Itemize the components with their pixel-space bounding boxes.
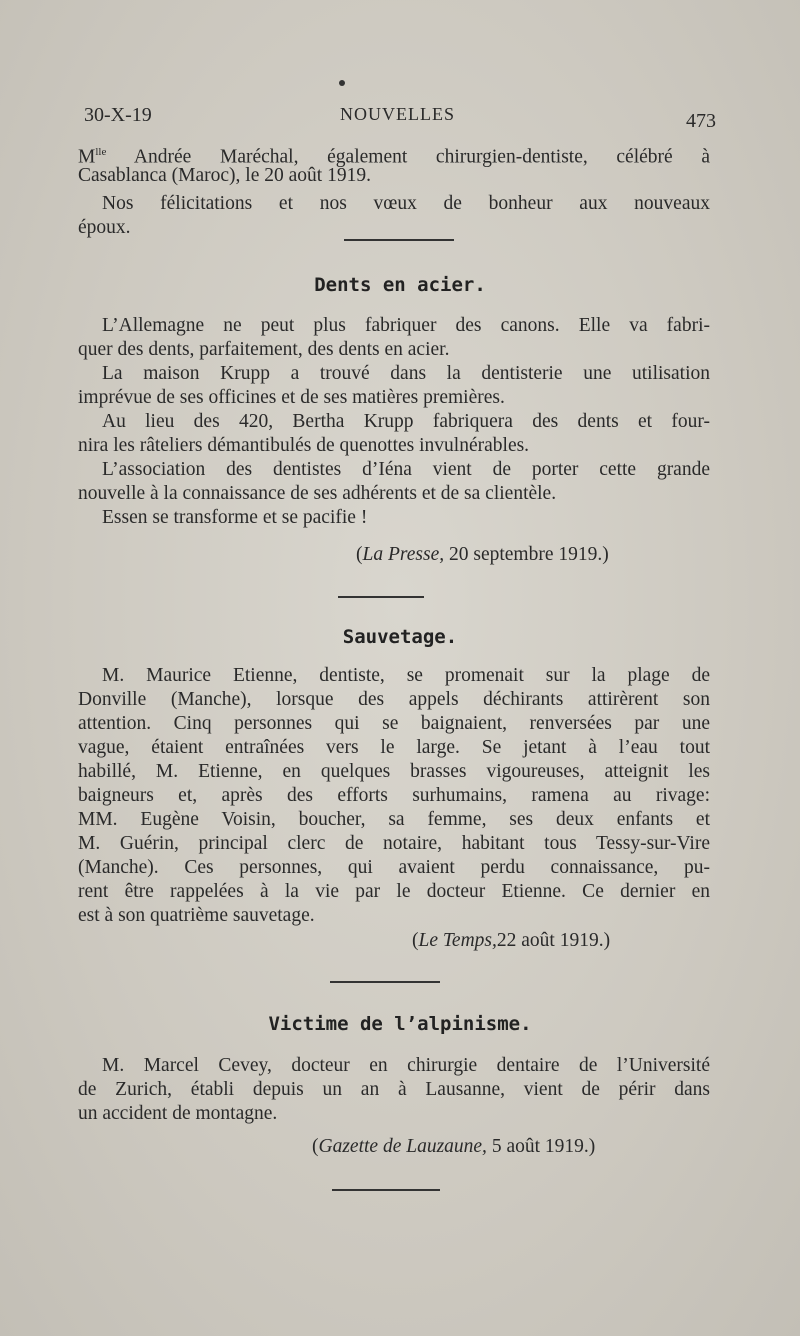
body-line: L’Allemagne ne peut plus fabriquer des canons. Elle va fabri- (102, 315, 710, 336)
separator-rule (338, 596, 424, 598)
separator-rule (330, 981, 440, 983)
citation: (Gazette de Lauzaune, 5 août 1919.) (312, 1136, 596, 1157)
body-line: un accident de montagne. (78, 1103, 278, 1124)
body-line: Au lieu des 420, Bertha Krupp fabriquera des dents et four- (102, 411, 710, 432)
body-line: quer des dents, parfaitement, des dents en acier. (78, 339, 450, 360)
citation: (Le Temps,22 août 1919.) (412, 930, 611, 951)
body-line: nira les râteliers démantibulés de quenottes invulnérables. (78, 435, 530, 456)
separator-rule (332, 1189, 440, 1191)
page-number: 473 (686, 110, 716, 132)
body-line: (Manche). Ces personnes, qui avaient perdu connaissance, pu- (78, 857, 710, 878)
body-line: M. Marcel Cevey, docteur en chirurgie dentaire de l’Université (102, 1055, 710, 1076)
body-line: imprévue de ses officines et de ses matières premières. (78, 387, 505, 408)
body-line: L’association des dentistes d’Iéna vient de porter cette grande (102, 459, 710, 480)
intro-line: Nos félicitations et nos vœux de bonheur aux nouveaux (102, 193, 710, 214)
body-line: Donville (Manche), lorsque des appels déchirants attirèrent son (78, 689, 710, 710)
citation: (La Presse, 20 septembre 1919.) (356, 544, 609, 565)
body-line: nouvelle à la connaissance de ses adhérents et de sa clientèle. (78, 483, 557, 504)
body-line: MM. Eugène Voisin, boucher, sa femme, ses deux enfants et (78, 809, 710, 830)
header-date: 30-X-19 (84, 104, 152, 126)
body-line: rent être rappelées à la vie par le docteur Etienne. Ce dernier en (78, 881, 710, 902)
body-line: Essen se transforme et se pacifie ! (102, 507, 368, 528)
intro-line: $M^{lle}$ Andrée Maréchal, également chirurgien-dentiste, célébré à (78, 146, 710, 168)
body-line: baigneurs et, après des efforts surhumains, ramena au rivage: (78, 785, 710, 806)
separator-rule (344, 239, 454, 241)
body-line: M. Guérin, principal clerc de notaire, habitant tous Tessy-sur-Vire (78, 833, 710, 854)
body-line: attention. Cinq personnes qui se baignaient, renversées par une (78, 713, 710, 734)
body-line: La maison Krupp a trouvé dans la dentisterie une utilisation (102, 363, 710, 384)
header-section: NOUVELLES (340, 104, 455, 124)
section-title: Dents en acier. (314, 274, 486, 296)
running-header (84, 104, 716, 130)
intro-line: époux. (78, 217, 131, 238)
section-title: Victime de l’alpinisme. (268, 1013, 532, 1035)
intro-line: Casablanca (Maroc), le 20 août 1919. (78, 165, 371, 186)
body-line: de Zurich, établi depuis un an à Lausanne, vient de périr dans (78, 1079, 710, 1100)
body-line: habillé, M. Etienne, en quelques brasses vigoureuses, atteignit les (78, 761, 710, 782)
body-line: est à son quatrième sauvetage. (78, 905, 315, 926)
body-line: M. Maurice Etienne, dentiste, se promenait sur la plage de (102, 665, 710, 686)
ornament-dot (339, 80, 345, 86)
body-line: vague, étaient entraînées vers le large. Se jetant à l’eau tout (78, 737, 710, 758)
section-title: Sauvetage. (342, 626, 458, 648)
